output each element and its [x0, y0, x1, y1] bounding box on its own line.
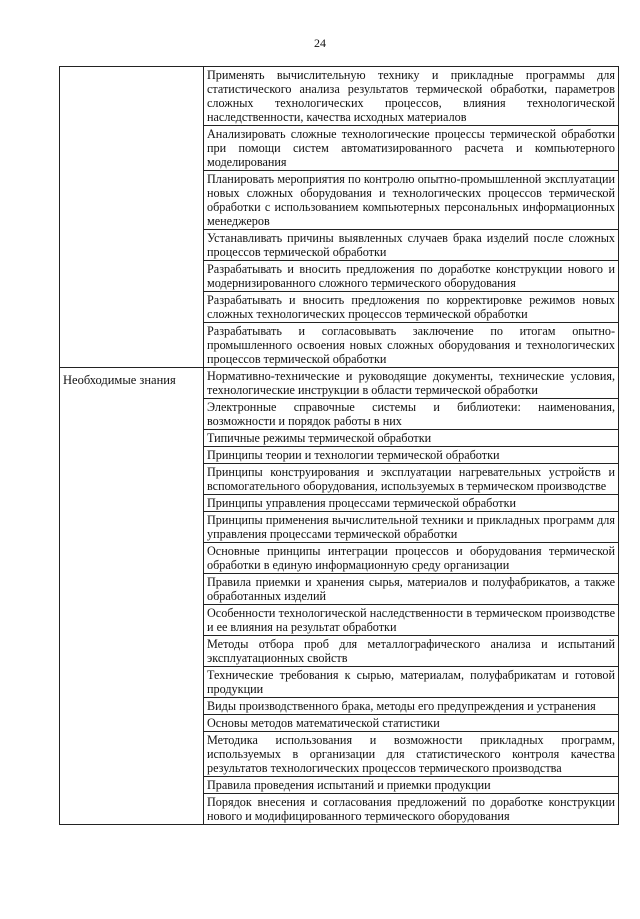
list-item: Правила проведения испытаний и приемки продукции	[204, 777, 618, 794]
list-item: Устанавливать причины выявленных случаев брака изделий после сложных процессов термической обработки	[204, 230, 618, 261]
list-item: Анализировать сложные технологические процессы термической обработки при помощи систем автоматизированного расчета и компьютерного моделирования	[204, 126, 618, 171]
list-item: Виды производственного брака, методы его предупреждения и устранения	[204, 698, 618, 715]
list-item: Принципы теории и технологии термической обработки	[204, 447, 618, 464]
knowledge-list	[204, 368, 619, 825]
list-item: Методика использования и возможности прикладных программ, используемых в организации для статистического контроля качества результатов технологических процессов термического производства	[204, 732, 618, 777]
list-item: Применять вычислительную технику и прикладные программы для статистического анализа результатов термической обработки, параметров сложных технологических процессов, влияния технологической наследственности, качества исходных материалов	[204, 67, 618, 126]
list-item: Основы методов математической статистики	[204, 715, 618, 732]
list-item: Разрабатывать и согласовывать заключение по итогам опытно-промышленного освоения новых сложных оборудования и технологических процессов термической обработки	[207, 324, 615, 366]
list-item: Нормативно-технические и руководящие документы, технические условия, технологические инструкции в области термической обработки	[204, 368, 618, 399]
list-item: Электронные справочные системы и библиотеки: наименования, возможности и порядок работы в них	[204, 399, 618, 430]
list-item: Технические требования к сырью, материалам, полуфабрикатам и готовой продукции	[204, 667, 618, 698]
list-item: Правила приемки и хранения сырья, материалов и полуфабрикатов, а также обработанных изделий	[204, 574, 618, 605]
skills-list	[204, 67, 619, 368]
table-row-skills	[60, 67, 619, 368]
list-item: Особенности технологической наследственности в термическом производстве и ее влияния на результат обработки	[204, 605, 618, 636]
page-number: 24	[314, 36, 326, 50]
list-item: Принципы конструирования и эксплуатации нагревательных устройств и вспомогательного оборудования, используемых в термическом производстве	[204, 464, 618, 495]
list-item: Основные принципы интеграции процессов и оборудования термической обработки в единую информационную среду организации	[204, 543, 618, 574]
list-item: Разрабатывать и вносить предложения по доработке конструкции нового и модернизированного сложного термического оборудования	[204, 261, 618, 292]
list-item: Принципы применения вычислительной техники и прикладных программ для управления процессами термической обработки	[204, 512, 618, 543]
list-item: Разрабатывать и вносить предложения по корректировке режимов новых сложных технологических процессов термической обработки	[204, 292, 618, 323]
list-item: Порядок внесения и согласования предложений по доработке конструкции нового и модифицированного термического оборудования	[207, 795, 615, 823]
list-item: Методы отбора проб для металлографического анализа и испытаний эксплуатационных свойств	[204, 636, 618, 667]
row-label-required-knowledge: Необходимые знания	[60, 368, 204, 825]
list-item: Планировать мероприятия по контролю опытно-промышленной эксплуатации новых сложных оборудования и технологических процессов термической обработки с использованием компьютерных персональных информационных менеджеров	[204, 171, 618, 230]
table-row-knowledge	[60, 368, 619, 825]
row-label-empty	[60, 67, 204, 368]
competency-table	[59, 66, 619, 825]
list-item: Типичные режимы термической обработки	[204, 430, 618, 447]
list-item: Принципы управления процессами термической обработки	[204, 495, 618, 512]
